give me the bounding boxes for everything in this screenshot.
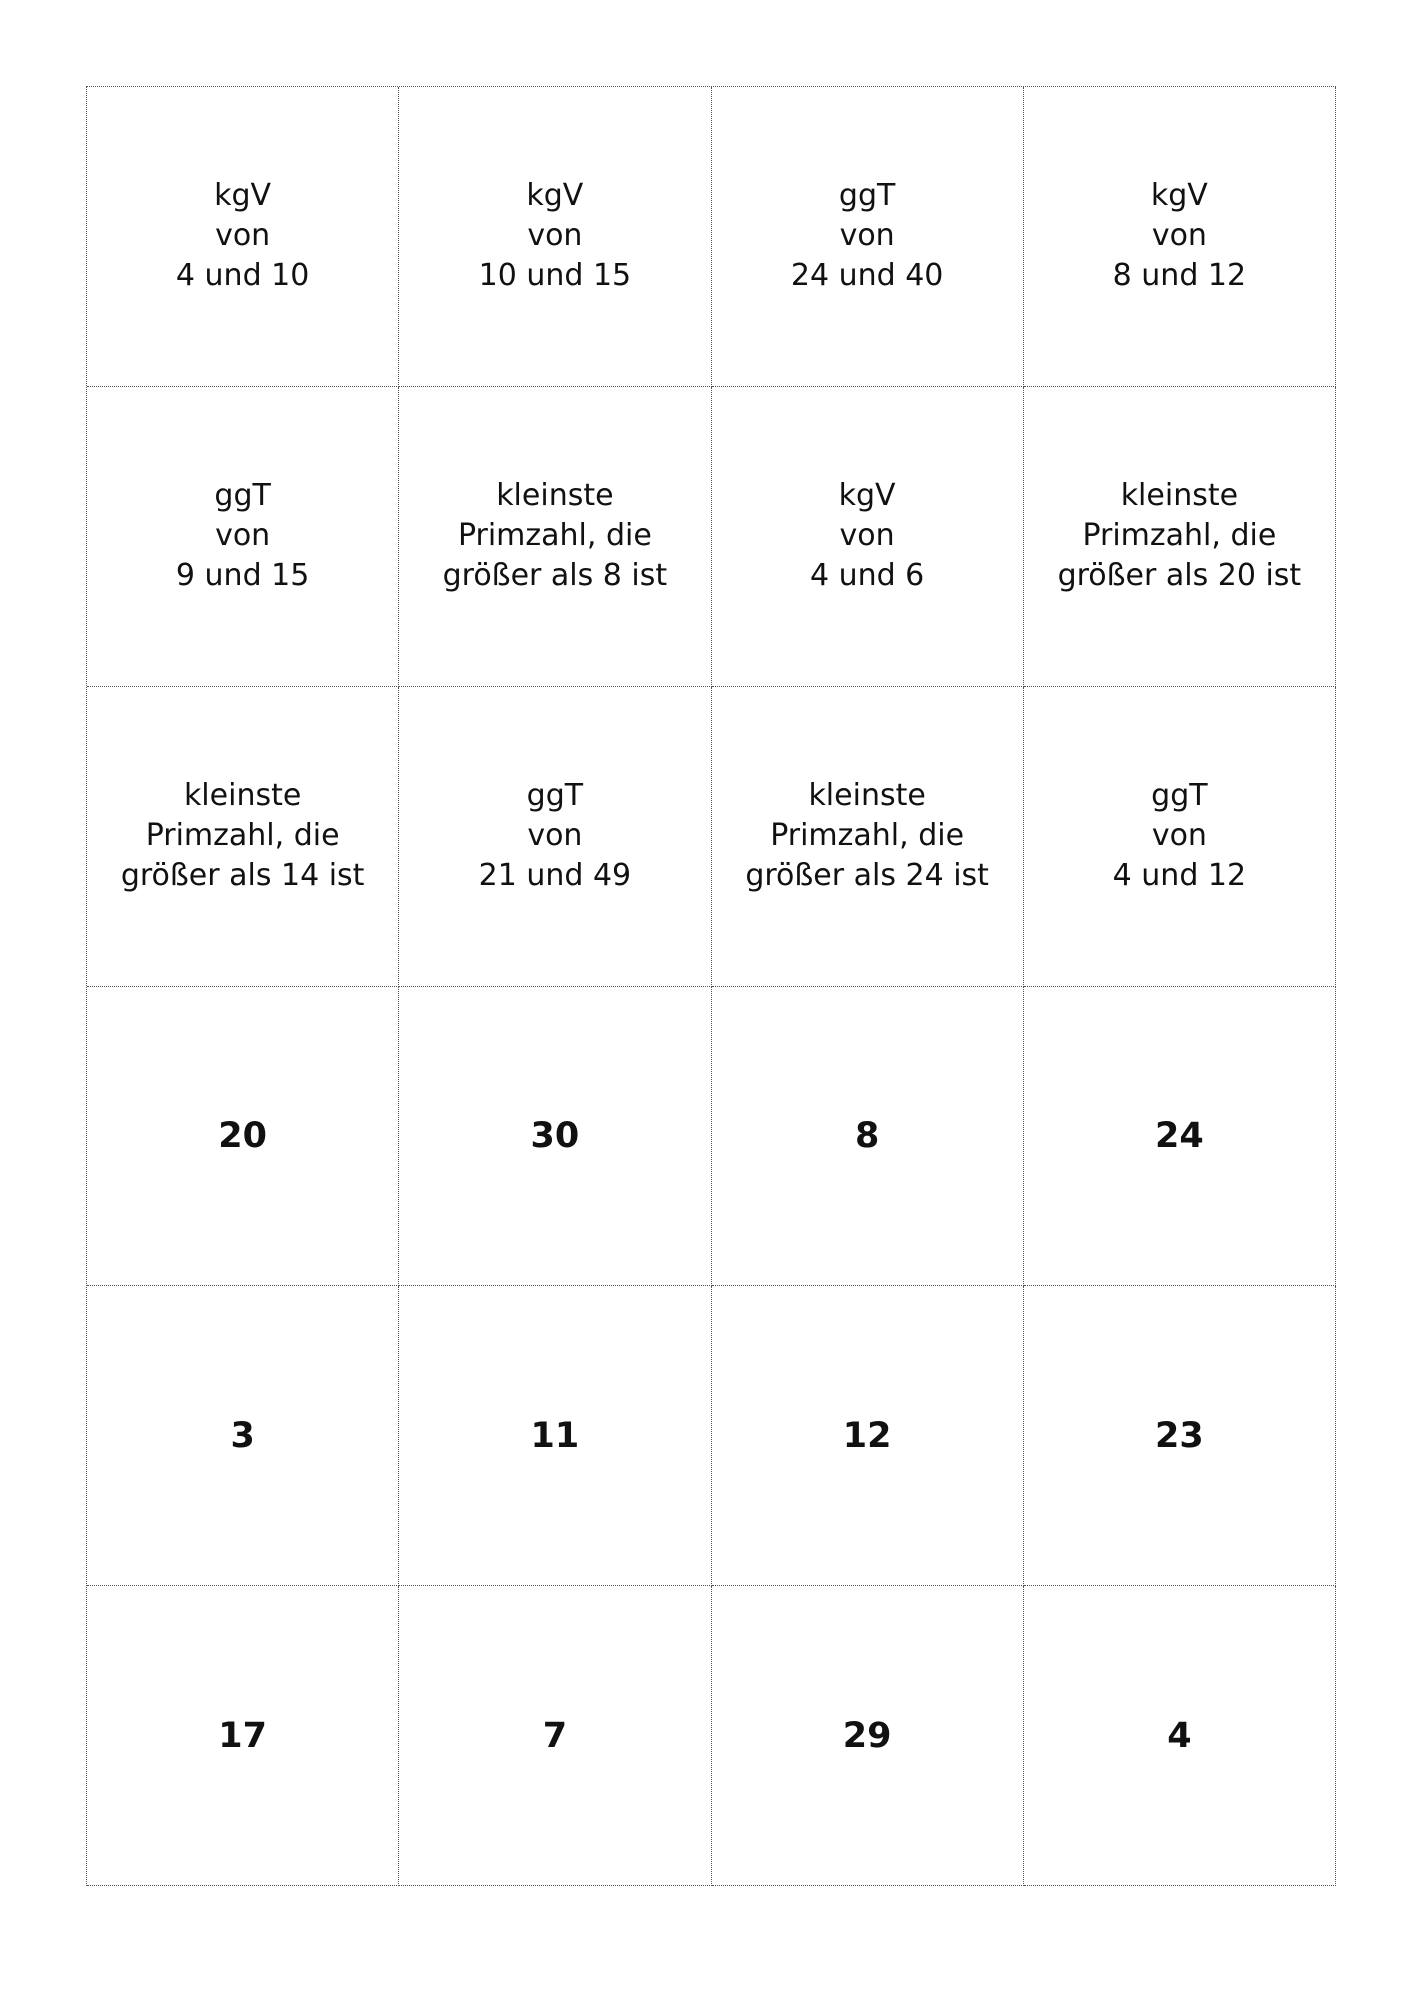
question-card xyxy=(87,87,399,387)
question-card xyxy=(1024,387,1336,687)
answer-card xyxy=(87,1586,399,1886)
question-text xyxy=(479,176,632,296)
question-text xyxy=(479,776,632,896)
question-card xyxy=(399,87,711,387)
question-line: 4 und 10 xyxy=(175,258,310,294)
question-line: ggT xyxy=(526,778,584,814)
answer-number: 8 xyxy=(854,1115,880,1156)
question-line: von xyxy=(215,518,271,554)
answer-card xyxy=(1024,1586,1336,1886)
question-text xyxy=(810,476,924,596)
question-text xyxy=(176,176,309,296)
answer-card xyxy=(87,1286,399,1586)
answer-card xyxy=(712,1586,1024,1886)
question-line: kgV xyxy=(838,478,896,514)
question-line: ggT xyxy=(838,178,896,214)
question-line: ggT xyxy=(1151,778,1208,814)
question-line: 21 und 49 xyxy=(478,858,632,894)
answer-card xyxy=(712,987,1024,1287)
question-line: 4 und 12 xyxy=(1112,858,1247,894)
question-line: von xyxy=(527,218,583,254)
question-text xyxy=(1113,176,1246,296)
question-line: 4 und 6 xyxy=(809,558,925,594)
answer-card xyxy=(712,1286,1024,1586)
question-line: kleinste xyxy=(1120,478,1239,514)
question-line: von xyxy=(1151,218,1207,254)
question-text xyxy=(121,776,365,896)
question-line: von xyxy=(839,218,895,254)
question-line: größer als 24 ist xyxy=(745,858,989,894)
card-sheet xyxy=(86,86,1336,1886)
question-line: Primzahl, die xyxy=(145,818,340,854)
question-card xyxy=(399,387,711,687)
question-text xyxy=(443,476,668,596)
question-card xyxy=(87,387,399,687)
question-line: kgV xyxy=(1150,178,1208,214)
answer-card xyxy=(1024,987,1336,1287)
answer-number: 23 xyxy=(1155,1415,1204,1456)
question-line: kleinste xyxy=(496,478,614,514)
answer-card xyxy=(399,1286,711,1586)
question-line: größer als 20 ist xyxy=(1057,558,1302,594)
question-line: größer als 14 ist xyxy=(120,858,365,894)
question-line: von xyxy=(839,518,895,554)
question-line: 10 und 15 xyxy=(478,258,632,294)
question-card xyxy=(1024,87,1336,387)
question-line: Primzahl, die xyxy=(770,818,965,854)
question-card xyxy=(1024,687,1336,987)
question-line: von xyxy=(1151,818,1207,854)
answer-card xyxy=(87,987,399,1287)
question-card xyxy=(87,687,399,987)
question-line: kgV xyxy=(214,178,272,214)
answer-number: 20 xyxy=(218,1115,267,1156)
question-line: ggT xyxy=(214,478,271,514)
question-line: 8 und 12 xyxy=(1112,258,1247,294)
question-line: kgV xyxy=(526,178,584,214)
answer-card xyxy=(399,987,711,1287)
answer-number: 17 xyxy=(218,1715,267,1756)
question-line: 24 und 40 xyxy=(790,258,944,294)
answer-number: 12 xyxy=(842,1415,892,1456)
answer-number: 24 xyxy=(1155,1115,1204,1156)
question-card xyxy=(712,687,1024,987)
question-line: 9 und 15 xyxy=(175,558,310,594)
question-card xyxy=(399,687,711,987)
question-line: kleinste xyxy=(183,778,302,814)
question-line: Primzahl, die xyxy=(1082,518,1277,554)
answer-card xyxy=(399,1586,711,1886)
question-line: von xyxy=(215,218,271,254)
question-text xyxy=(176,476,309,596)
answer-number: 7 xyxy=(542,1715,568,1756)
answer-number: 11 xyxy=(530,1415,580,1456)
question-text xyxy=(745,776,989,896)
question-line: größer als 8 ist xyxy=(442,558,668,594)
answer-card xyxy=(1024,1286,1336,1586)
question-line: von xyxy=(527,818,583,854)
question-text xyxy=(791,176,944,296)
answer-number: 29 xyxy=(842,1715,892,1756)
answer-number: 4 xyxy=(1167,1715,1192,1756)
question-text xyxy=(1113,776,1246,896)
question-card xyxy=(712,387,1024,687)
answer-number: 30 xyxy=(530,1115,580,1156)
question-line: kleinste xyxy=(808,778,926,814)
question-line: Primzahl, die xyxy=(457,518,652,554)
question-card xyxy=(712,87,1024,387)
question-text xyxy=(1058,476,1302,596)
answer-number: 3 xyxy=(230,1415,255,1456)
